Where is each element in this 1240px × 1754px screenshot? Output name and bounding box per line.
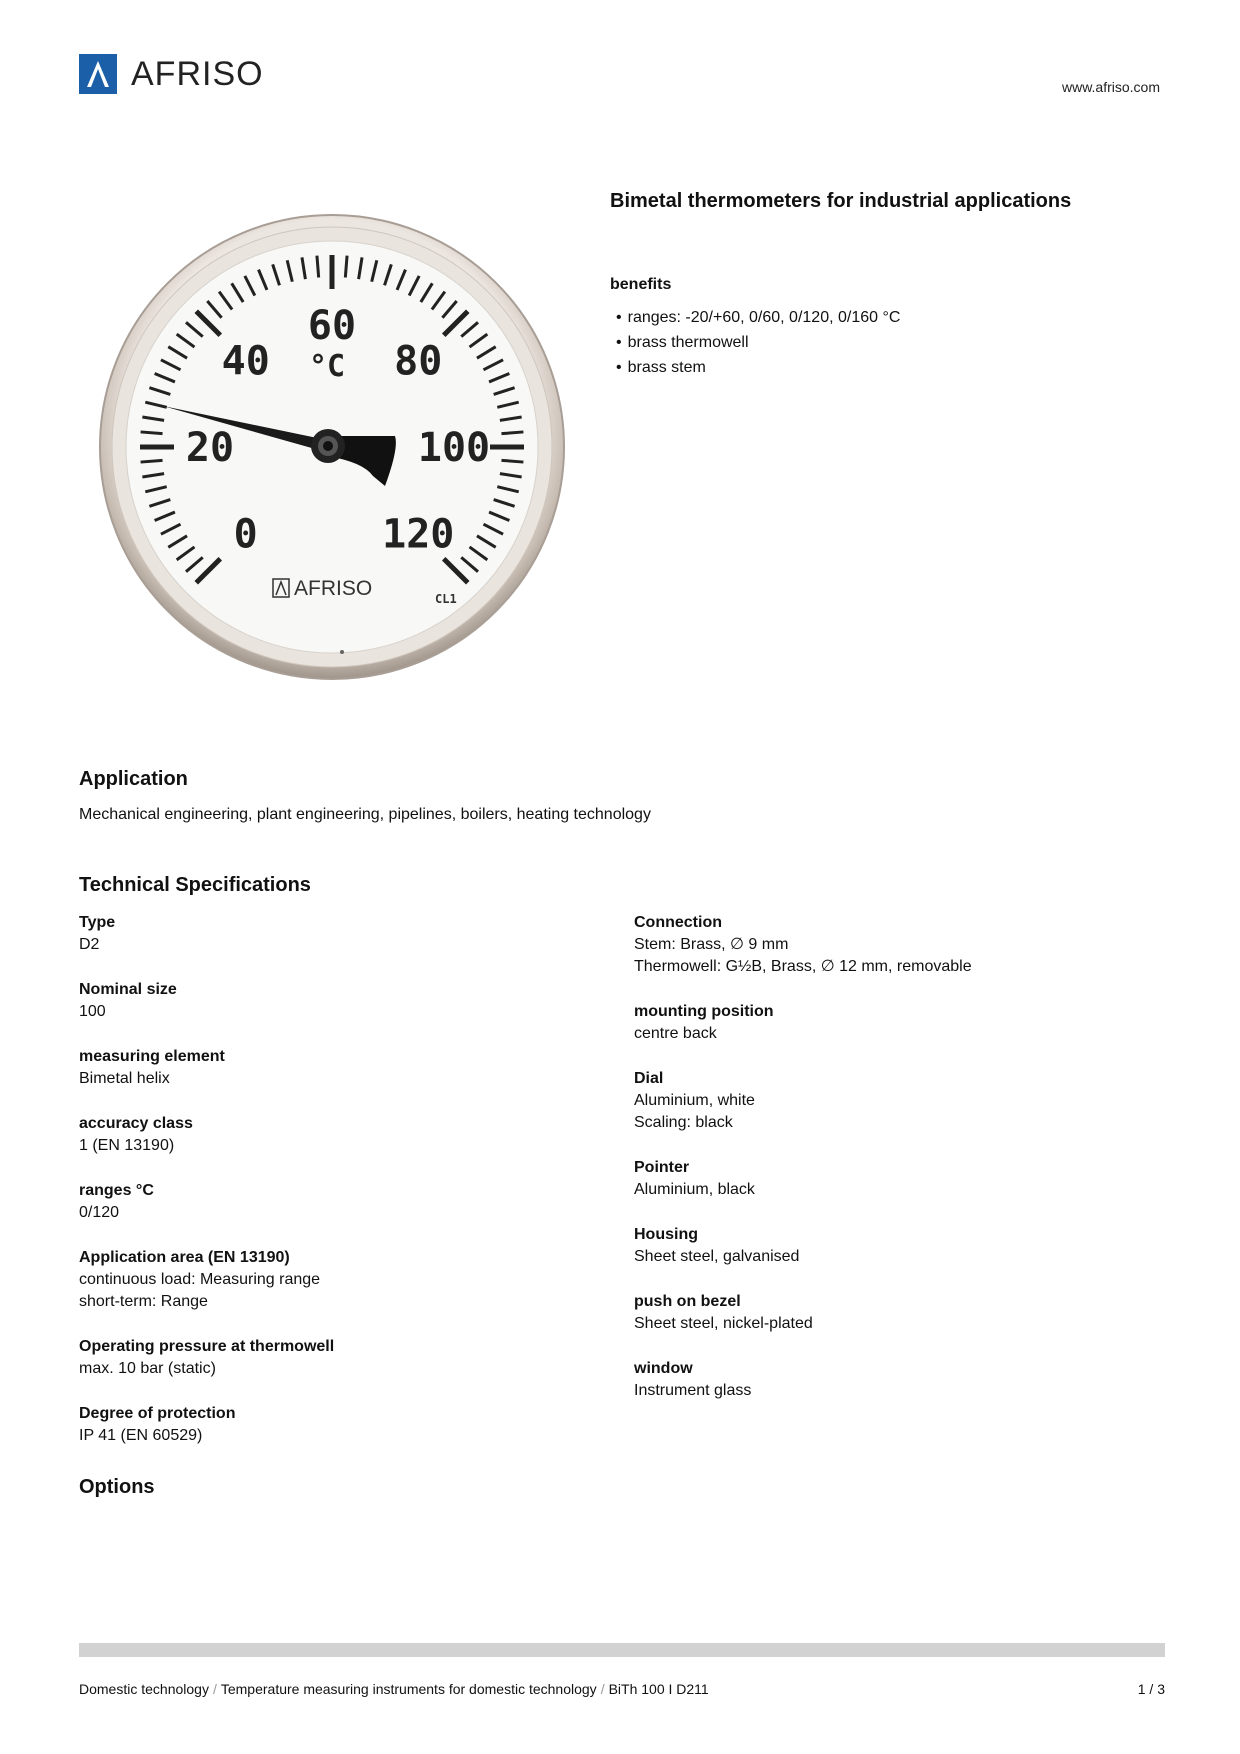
spec-value: Thermowell: G½B, Brass, ∅ 12 mm, removable [634, 958, 972, 975]
spec-value: continuous load: Measuring range [79, 1271, 321, 1288]
breadcrumb-item[interactable]: Domestic technology [79, 1681, 209, 1697]
scale-label: 20 [185, 425, 235, 471]
spec-nominal-size [79, 979, 599, 1023]
spec-label: Housing [634, 1226, 698, 1243]
afriso-logo-icon [79, 54, 117, 94]
scale-label: 120 [382, 511, 455, 558]
spec-application-area [79, 1247, 599, 1313]
scale-label: 100 [417, 425, 491, 471]
spec-value: D2 [79, 936, 100, 953]
spec-label: Operating pressure at thermowell [79, 1338, 335, 1355]
minor-tick [141, 432, 163, 434]
scale-label: 40 [221, 338, 270, 385]
spec-value: centre back [634, 1025, 717, 1042]
scale-label: 60 [307, 303, 357, 349]
application-heading: Application [79, 768, 188, 790]
spec-label: Dial [634, 1070, 664, 1087]
spec-label: window [634, 1360, 693, 1377]
spec-degree-of-protection [79, 1403, 599, 1447]
benefit-item: • ranges: -20/+60, 0/60, 0/120, 0/160 °C [616, 305, 900, 330]
spec-label: Application area (EN 13190) [79, 1249, 290, 1266]
spec-label: mounting position [634, 1003, 774, 1020]
spec-operating-pressure [79, 1336, 599, 1380]
thermometer-image [95, 210, 570, 685]
spec-value: max. 10 bar (static) [79, 1360, 216, 1377]
spec-value: Bimetal helix [79, 1070, 170, 1087]
minor-tick [141, 460, 163, 462]
benefits-list [616, 305, 900, 380]
spec-window [634, 1358, 1154, 1402]
spec-value: Stem: Brass, ∅ 9 mm [634, 936, 789, 953]
gauge-class-mark: CL1 [435, 592, 457, 606]
options-heading: Options [79, 1476, 155, 1498]
spec-value: 1 (EN 13190) [79, 1137, 175, 1154]
specs-right-column [634, 912, 1154, 1425]
spec-housing [634, 1224, 1154, 1268]
scale-label: 0 [233, 511, 258, 558]
spec-value: Sheet steel, nickel-plated [634, 1315, 813, 1332]
minor-tick [501, 460, 523, 462]
spec-value: Sheet steel, galvanised [634, 1248, 800, 1265]
minor-tick [317, 256, 319, 278]
spec-value: Scaling: black [634, 1114, 733, 1131]
spec-value: 100 [79, 1003, 106, 1020]
website-url[interactable]: www.afriso.com [1061, 79, 1160, 95]
spec-measuring-element [79, 1046, 599, 1090]
spec-push-on-bezel [634, 1291, 1154, 1335]
spec-label: Type [79, 914, 116, 931]
spec-connection [634, 912, 1154, 978]
benefit-item: • brass thermowell [616, 330, 900, 355]
breadcrumb-item: BiTh 100 I D211 [608, 1681, 709, 1697]
breadcrumb-item[interactable]: Temperature measuring instruments for domestic technology [220, 1681, 597, 1697]
spec-label: Pointer [634, 1159, 690, 1176]
tech-specs-heading: Technical Specifications [79, 874, 311, 896]
spec-mounting-position [634, 1001, 1154, 1045]
scale-label: 80 [394, 338, 443, 385]
spec-value: IP 41 (EN 60529) [79, 1427, 203, 1444]
spec-label: Connection [634, 914, 722, 931]
spec-label: measuring element [79, 1048, 225, 1065]
spec-accuracy-class [79, 1113, 599, 1157]
spec-value: short-term: Range [79, 1293, 208, 1310]
benefits-heading: benefits [610, 276, 672, 293]
spec-label: ranges °C [79, 1182, 154, 1199]
spec-label: Nominal size [79, 981, 177, 998]
gauge-unit: °C [308, 349, 346, 384]
specs-left-column [79, 912, 599, 1470]
spec-value: Aluminium, black [634, 1181, 755, 1198]
spec-value: Aluminium, white [634, 1092, 755, 1109]
page-number: 1 / 3 [1137, 1681, 1165, 1697]
minor-tick [345, 256, 347, 278]
application-text: Mechanical engineering, plant engineering, pipelines, boilers, heating technology [79, 806, 651, 823]
minor-tick [501, 432, 523, 434]
breadcrumb-separator: / [212, 1681, 217, 1697]
footer-breadcrumb [79, 1681, 709, 1697]
benefit-item: • brass stem [616, 355, 900, 380]
spec-value: Instrument glass [634, 1382, 752, 1399]
spec-label: accuracy class [79, 1115, 193, 1132]
spec-dial [634, 1068, 1154, 1134]
spec-label: Degree of protection [79, 1405, 236, 1422]
gauge-brand-text: AFRISO [294, 577, 373, 600]
logo-wordmark: AFRISO [131, 54, 264, 93]
breadcrumb-separator: / [600, 1681, 605, 1697]
afriso-logo[interactable] [79, 54, 264, 94]
product-title: Bimetal thermometers for industrial applications [610, 190, 1072, 212]
spec-value: 0/120 [79, 1204, 120, 1221]
spec-ranges [79, 1180, 599, 1224]
footer-divider-bar [79, 1643, 1165, 1657]
spec-type [79, 912, 599, 956]
spec-pointer [634, 1157, 1154, 1201]
spec-label: push on bezel [634, 1293, 741, 1310]
